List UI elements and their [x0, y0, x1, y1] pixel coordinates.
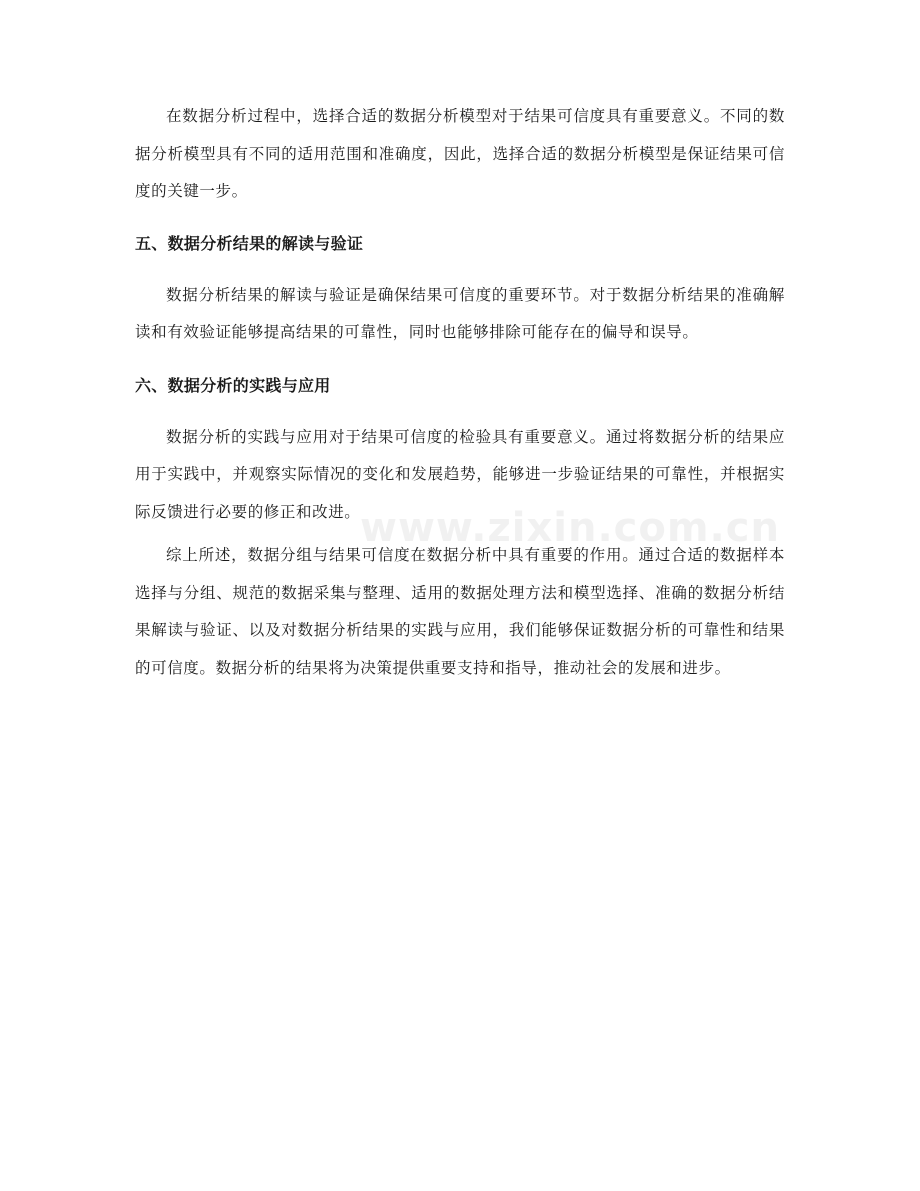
section-heading-5: 五、数据分析结果的解读与验证: [135, 233, 364, 253]
paragraph-practice-application: 数据分析的实践与应用对于结果可信度的检验具有重要意义。通过将数据分析的结果应用于实践中，并观察实际情况的变化和发展趋势，能够进一步验证结果的可靠性，并根据实际反馈进行必要的修正和改进。: [135, 427, 785, 521]
document-page: [135, 98, 785, 687]
section-heading-6: 六、数据分析的实践与应用: [135, 375, 331, 395]
paragraph-result-interpretation: 数据分析结果的解读与验证是确保结果可信度的重要环节。对于数据分析结果的准确解读和有效验证能够提高结果的可靠性，同时也能够排除可能存在的偏导和误导。: [135, 285, 785, 341]
watermark: www.zixin.com.cn: [360, 505, 780, 551]
paragraph-summary: 综上所述，数据分组与结果可信度在数据分析中具有重要的作用。通过合适的数据样本选择与分组、规范的数据采集与整理、适用的数据处理方法和模型选择、准确的数据分析结果解读与验证、以及对数据分析结果的实践与应用，我们能够保证数据分析的可靠性和结果的可信度。数据分析的结果将为决策提供重要支持和指导，推动社会的发展和进步。: [135, 546, 785, 677]
paragraph-model-selection: 在数据分析过程中，选择合适的数据分析模型对于结果可信度具有重要意义。不同的数据分析模型具有不同的适用范围和准确度，因此，选择合适的数据分析模型是保证结果可信度的关键一步。: [135, 107, 785, 200]
